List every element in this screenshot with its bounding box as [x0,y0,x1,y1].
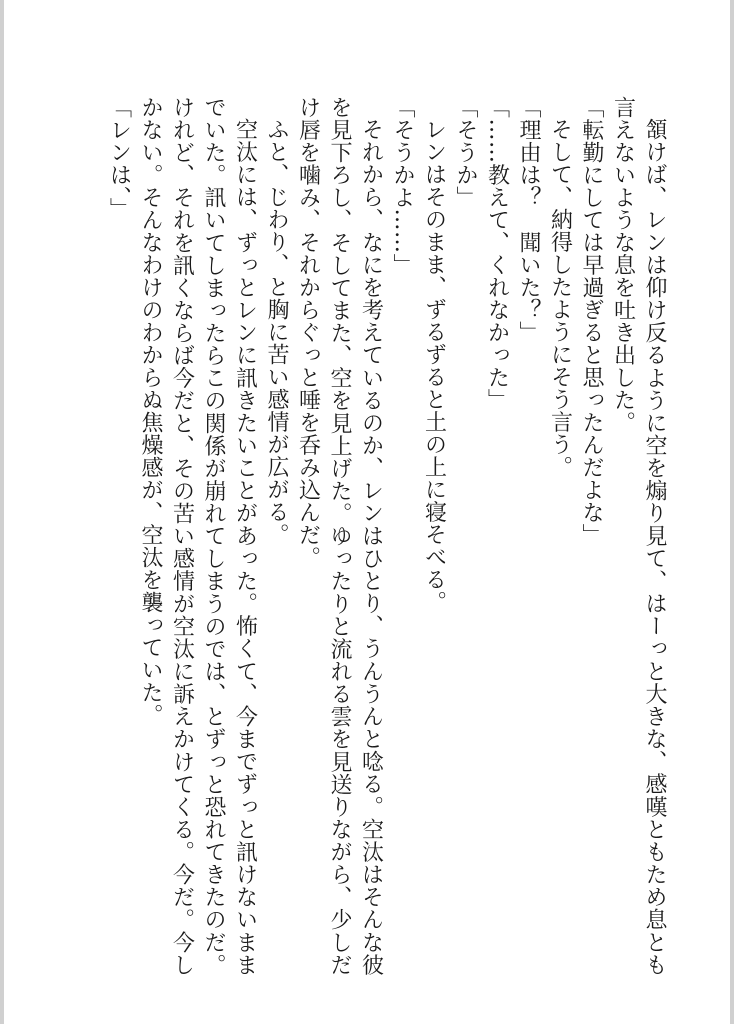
paragraph-12: 「レンは、」 [106,96,132,220]
paragraph-10: ふと、じわり、と胸に苦い感情が広がる。 [264,118,289,546]
vertical-text-body [106,96,670,977]
paragraph-8: 「そうかよ……」 [390,96,415,276]
paragraph-11: 空汰には、ずっとレンに訊きたいことがあった。怖くて、今までずっと訊けないままでいた。訊いてしまったらこの関係が崩れてしまうのでは、とずっと恐れてきたのだ。けれど、それを訊くならば今だと、その苦い感情が空汰に訴えかけてくる。今だ。今しかない。そんなわけのわからぬ焦燥感が、空汰を襲っていた。 [138,96,258,977]
paragraph-7: レンはそのまま、ずるずると土の上に寝そべる。 [421,118,447,613]
paragraph-5: 「……教えて、くれなかった」 [484,96,510,411]
paragraph-1: 頷けば、レンは仰け反るように空を煽り見て、はーっと大きな、感嘆ともため息とも言えないような息を吐き出した。 [610,96,667,976]
paragraph-4: 「理由は？ 聞いた？」 [516,96,541,344]
paragraph-9: それから、なにを考えているのか、レンはひとり、うんうんと唸る。空汰はそんな彼を見下ろし、そしてまた、空を見上げた。ゆったりと流れる雲を見送りながら、少しだけ唇を噛み、それからぐっと唾を呑み込んだ。 [295,96,384,977]
paragraph-3: そして、納得したようにそう言う。 [547,118,573,478]
paragraph-2: 「転勤にしては早過ぎると思ったんだよな」 [579,96,604,546]
paragraph-6: 「そうか」 [453,96,478,209]
